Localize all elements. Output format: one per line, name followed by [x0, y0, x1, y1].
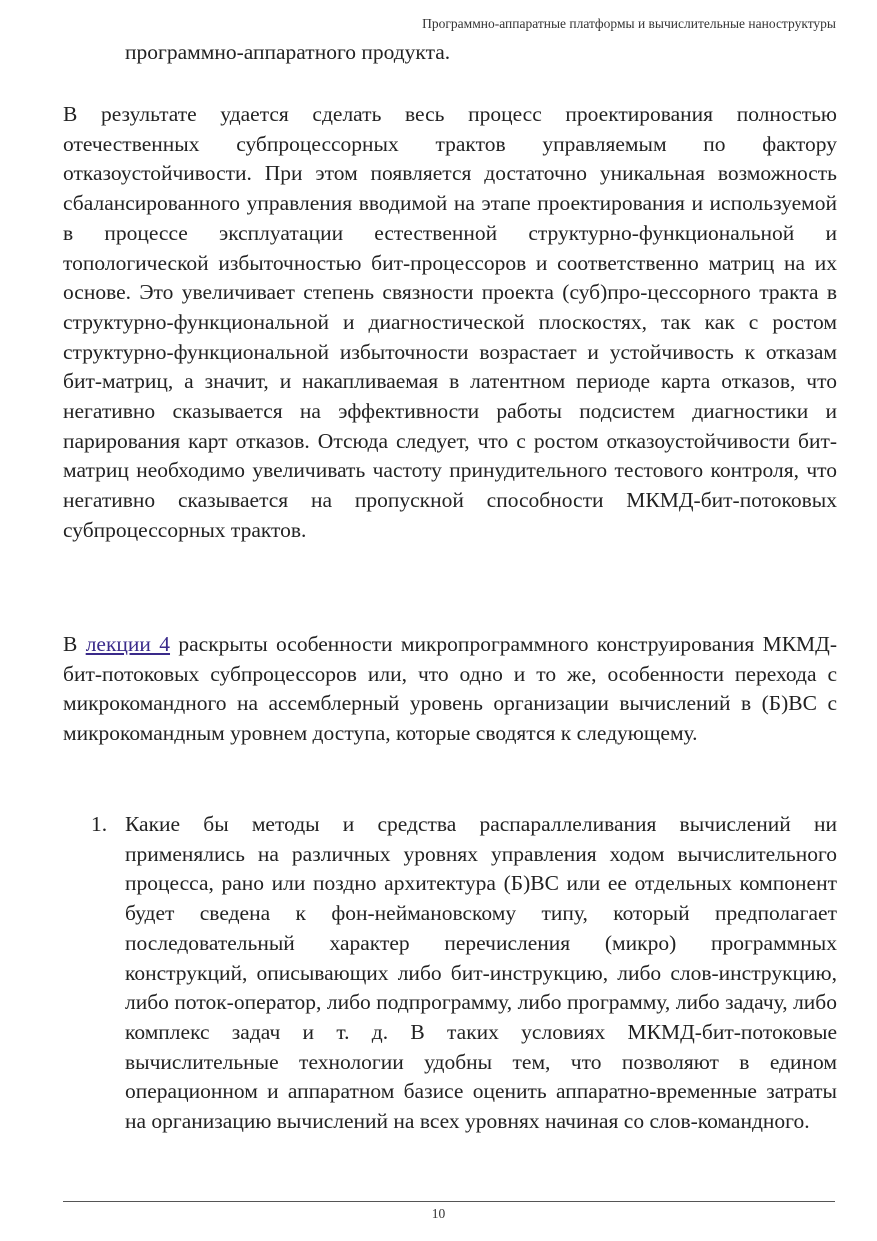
lecture-4-link[interactable]: лекции 4	[85, 632, 171, 656]
footer-divider	[63, 1201, 835, 1202]
list-item-number: 1.	[91, 812, 108, 836]
page-number: 10	[431, 1206, 446, 1221]
paragraph-2-prefix: В	[63, 632, 78, 656]
paragraph-2	[63, 630, 837, 749]
running-header: Программно-аппаратные платформы и вычислительные наноструктуры	[422, 16, 836, 31]
numbered-list	[91, 810, 837, 1137]
continuation-line: программно-аппаратного продукта.	[125, 40, 451, 64]
list-item-text: Какие бы методы и средства распараллеливания вычислений ни применялись на различных уровнях управления ходом вычислительного процесса, рано или поздно архитектура (Б)ВС или ее отдельных компонент будет сведена к фон-неймановскому типу, который предполагает последовательный характер перечисления (микро) программных конструкций, описывающих либо бит-инструкцию, либо слов-инструкцию, либо поток-оператор, либо подпрограмму, либо программу, либо задачу, либо комплекс задач и т. д. В таких условиях МКМД-бит-потоковые вычислительные технологии удобны тем, что позволяют в едином операционном и аппаратном базисе оценить аппаратно-временные затраты на организацию вычислений на всех уровнях начиная со слов-командного.	[125, 812, 837, 1134]
paragraph-2-text: раскрыты особенности микропрограммного конструирования МКМД-бит-потоковых субпроцессоров или, что одно и то же, особенности перехода с микрокомандного на ассемблерный уровень организации вычислений в (Б)ВС с микрокомандным уровнем доступа, которые сводятся к следующему.	[63, 632, 837, 746]
paragraph-1: В результате удается сделать весь процесс проектирования полностью отечественных субпроцессорных трактов управляемым по фактору отказоустойчивости. При этом появляется достаточно уникальная возможность сбалансированного управления вводимой на этапе проектирования и используемой в процессе эксплуатации естественной структурно-функциональной и топологической избыточностью бит-процессоров и соответственно матриц на их основе. Это увеличивает степень связности проекта (суб)про-цессорного тракта в структурно-функциональной и диагностической плоскостях, так как с ростом структурно-функциональной избыточности возрастает и устойчивость к отказам бит-матриц, а значит, и накапливаемая в латентном периоде карта отказов, что негативно сказывается на эффективности работы подсистем диагностики и парирования карт отказов. Отсюда следует, что с ростом отказоустойчивости бит-матриц необходимо увеличивать частоту принудительного тестового контроля, что негативно сказывается на пропускной способности МКМД-бит-потоковых субпроцессорных трактов.	[63, 102, 837, 542]
